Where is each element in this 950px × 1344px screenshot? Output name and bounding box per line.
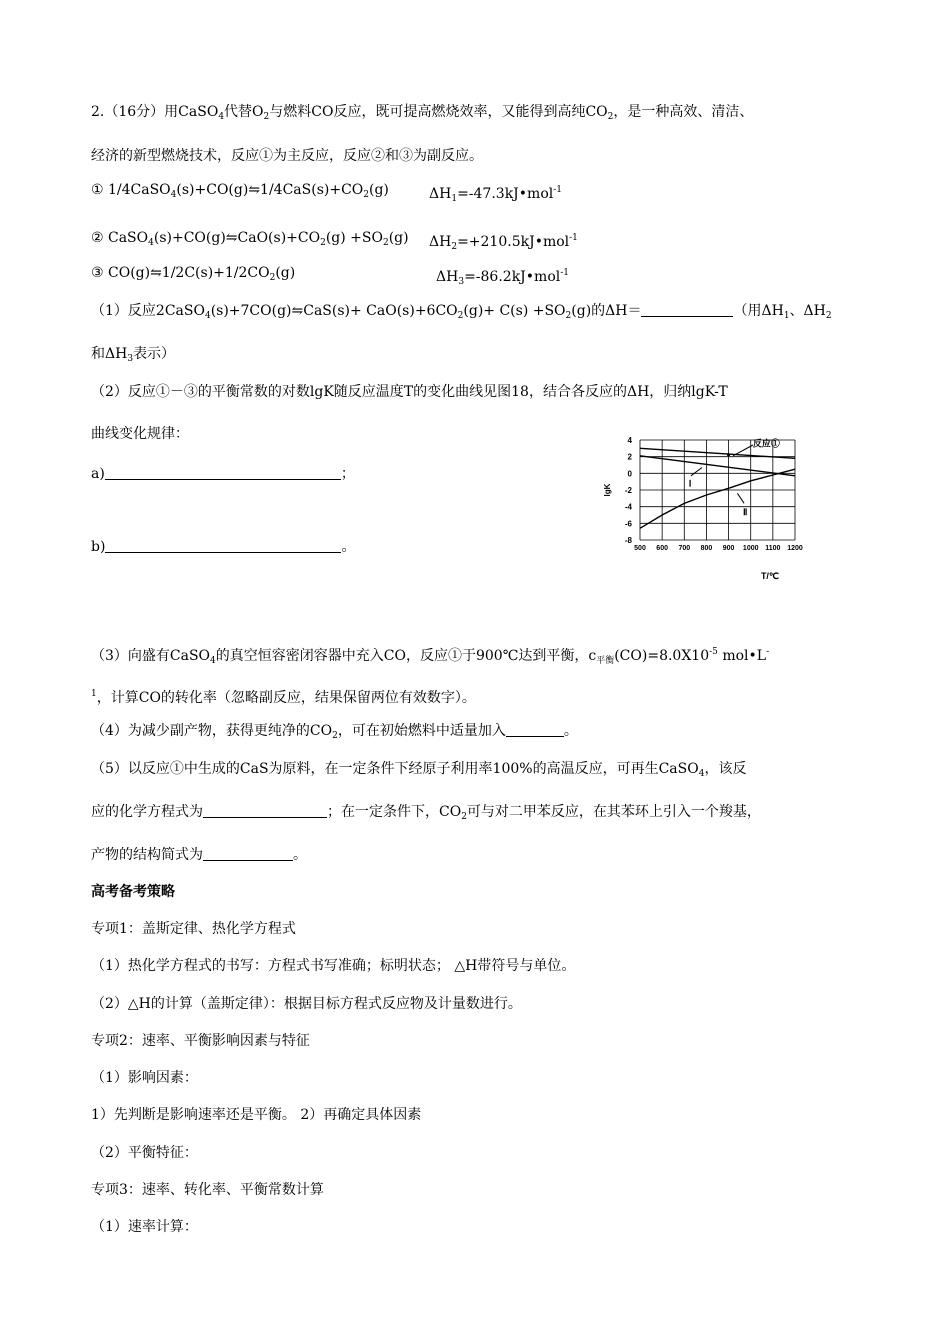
chart-xlabel: T/℃ <box>760 571 780 581</box>
strategy-s2: 专项2：速率、平衡影响因素与特征 <box>91 1033 310 1049</box>
reaction-1: ① $1/4CaSO_4(s)+CO(g)⇋1/4CaS(s)+CO_2(g)$ $\Delta H_1=-47.3kJ•mol^{-1}$ <box>91 182 563 204</box>
q2-intro-line2: 经济的新型燃烧技术，反应①为主反应，反应②和③为副反应。 <box>91 148 483 164</box>
part-4: （4）为减少副产物，获得更纯净的$CO_2$，可在初始燃料中适量加入 。 <box>91 723 578 741</box>
strategy-s1-1: （1）热化学方程式的书写：方程式书写准确；标明状态； △H带符号与单位。 <box>91 958 576 974</box>
y-tick-label: 2 <box>627 452 632 462</box>
strategy-s2-2: （2）平衡特征： <box>91 1145 198 1161</box>
x-tick-label: 1000 <box>742 545 759 552</box>
strategy-s3: 专项3：速率、转化率、平衡常数计算 <box>91 1182 324 1198</box>
x-tick-label: 600 <box>656 545 668 552</box>
x-tick-label: 1100 <box>765 545 781 552</box>
answer-blank-5b[interactable] <box>203 846 293 861</box>
series-line-3 <box>640 469 795 528</box>
y-tick-label: 4 <box>627 436 632 445</box>
chart-y-ticks <box>625 436 633 545</box>
strategy-s1-2: （2）△H的计算（盖斯定律）：根据目标方程式反应物及计量数进行。 <box>91 996 522 1012</box>
annotation-label-reaction1: 反应① <box>752 438 780 449</box>
annotation-label-II: Ⅱ <box>742 507 748 517</box>
part-3-line1: （3）向盛有CaSO$_4$的真空恒容密闭容器中充入CO，反应①于900℃达到平衡，$c_{平衡}(CO)=8.0X10^{-5}$ mol•L- <box>91 647 770 666</box>
x-tick-label: 900 <box>722 545 735 552</box>
answer-blank-a[interactable] <box>105 465 341 480</box>
reaction-3: ③ $CO(g)⇋1/2C(s)+1/2CO_2(g)$ $\Delta H_3=-86.2kJ•mol^{-1}$ <box>91 265 570 287</box>
answer-blank-4[interactable] <box>506 722 564 737</box>
chart-ylabel: lgK <box>603 483 612 497</box>
answer-blank-dh[interactable] <box>641 302 733 317</box>
strategy-title: 高考备考策略 <box>91 884 175 900</box>
part-2-b: b) 。 <box>91 539 356 555</box>
chart-x-ticks <box>634 545 803 552</box>
x-tick-label: 500 <box>634 545 646 552</box>
lgk-t-chart <box>600 432 820 584</box>
series-line-2 <box>640 456 795 476</box>
part-1-line1: （1）反应2CaSO$_4$(s)+7CO(g)⇋CaS(s)+ $CaO(s)+6CO_2(g)+ C(s) +SO_2(g)$的ΔH＝ （用$\Delta H_1$、$\Delta H_2$ <box>91 303 832 321</box>
chart-lines <box>640 438 795 529</box>
part-2-line2: 曲线变化规律： <box>91 426 189 442</box>
part-1-line2: 和$\Delta H_3$表示） <box>91 346 176 364</box>
part-5-line2: 应的化学方程式为 ；在一定条件下，$CO_2$可与对二甲苯反应，在其苯环上引入一个羧基， <box>91 804 761 822</box>
answer-blank-5a[interactable] <box>203 803 327 818</box>
chart-grid <box>640 440 795 540</box>
annotation-arrow-2 <box>691 468 702 476</box>
x-tick-label: 800 <box>700 545 713 552</box>
annotation-arrow-1 <box>733 445 753 456</box>
x-tick-label: 700 <box>678 545 691 552</box>
part-2-line1: （2）反应①－③的平衡常数的对数lgK随反应温度T的变化曲线见图18，结合各反应的ΔH，归纳lgK-T <box>91 384 728 400</box>
strategy-s1: 专项1：盖斯定律、热化学方程式 <box>91 921 296 937</box>
part-2-a: a) ； <box>91 466 355 482</box>
strategy-s3-1: （1）速率计算： <box>91 1219 198 1235</box>
marker-dot <box>727 453 730 456</box>
y-tick-label: 0 <box>627 469 632 479</box>
strategy-s2-1: （1）影响因素： <box>91 1070 198 1086</box>
part-3-line2: $^1$，计算CO的转化率（忽略副反应，结果保留两位有效数字）。 <box>91 689 476 706</box>
q2-intro-line1: 2.（16分）用CaSO$_4$代替$O_2$与燃料CO反应，既可提高燃烧效率，又能得到高纯$CO_2$，是一种高效、清洁、 <box>91 104 754 122</box>
y-tick-label: -8 <box>624 536 632 545</box>
strategy-s2-1a: 1）先判断是影响速率还是平衡。 2）再确定具体因素 <box>91 1107 422 1123</box>
reaction-2: ② $CaSO_4(s)+CO(g)⇋CaO(s)+CO_2(g) +SO_2(g)$ $\Delta H_2=+210.5kJ•mol^{-1}$ <box>91 230 578 252</box>
y-tick-label: -4 <box>624 502 632 512</box>
x-tick-label: 1200 <box>787 545 803 552</box>
part-5-line1: （5）以反应①中生成的CaS为原料，在一定条件下经原子利用率100%的高温反应，可再生CaSO$_4$，该反 <box>91 761 747 779</box>
y-tick-label: -6 <box>624 519 632 529</box>
answer-blank-b[interactable] <box>105 538 341 553</box>
part-5-line3: 产物的结构简式为 。 <box>91 847 307 863</box>
y-tick-label: -2 <box>624 486 632 495</box>
annotation-label-I: Ⅰ <box>688 478 692 489</box>
annotation-arrow-3 <box>737 493 744 503</box>
